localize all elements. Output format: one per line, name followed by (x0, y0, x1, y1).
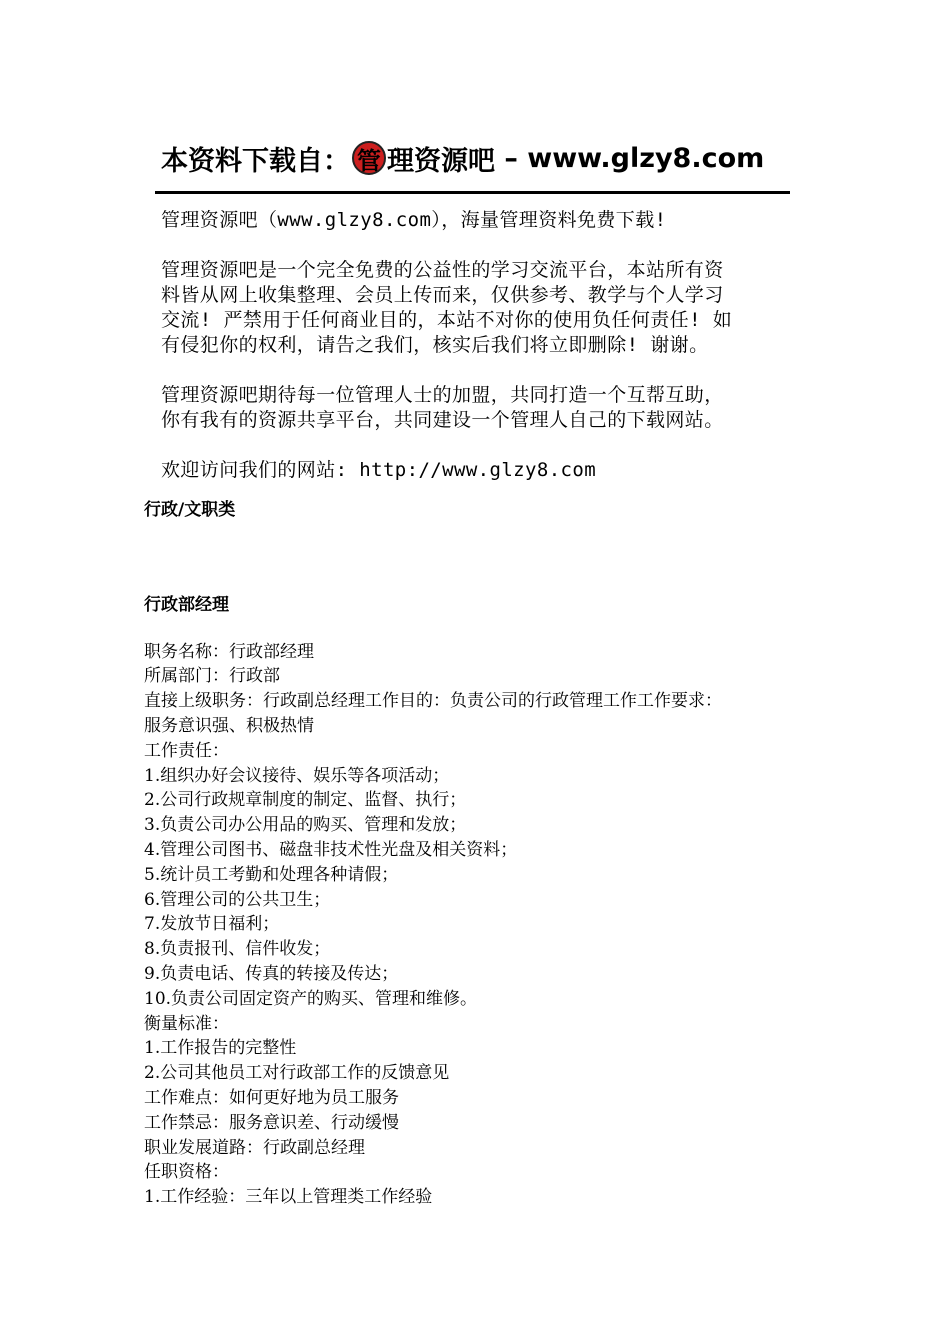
banner-line: 管理资源吧是一个完全免费的公益性的学习交流平台，本站所有资 (161, 259, 724, 281)
banner-divider (155, 191, 790, 194)
banner-notice (161, 208, 791, 483)
banner-header (161, 138, 791, 178)
text-line: 工作责任： (144, 740, 229, 761)
text-line: 9.负责电话、传真的转接及传达； (144, 963, 399, 984)
banner-line: 交流! 严禁用于任何商业目的，本站不对你的使用负任何责任! 如 (161, 309, 733, 331)
text-line: 1.组织办好会议接待、娱乐等各项活动； (144, 765, 450, 786)
text-line: 2.公司其他员工对行政部工作的反馈意见 (144, 1063, 450, 1084)
source-banner (155, 118, 790, 490)
banner-line: 管理资源吧期待每一位管理人士的加盟，共同打造一个互帮互助， (161, 384, 724, 406)
banner-line: 管理资源吧（www.glzy8.com），海量管理资料免费下载! (161, 209, 667, 231)
text-line: 工作难点：如何更好地为员工服务 (144, 1087, 399, 1108)
brand-url: – www.glzy8.com (495, 142, 765, 174)
text-line: 1.工作报告的完整性 (144, 1038, 297, 1059)
text-line: 1.工作经验：三年以上管理类工作经验 (144, 1187, 433, 1208)
text-line: 职务名称：行政部经理 (144, 641, 314, 662)
text-line: 所属部门：行政部 (144, 666, 280, 687)
text-line: 6.管理公司的公共卫生； (144, 889, 331, 910)
text-line: 7.发放节日福利； (144, 914, 280, 935)
brand-name: 理资源吧 (387, 145, 495, 177)
text-line: 2.公司行政规章制度的制定、监督、执行； (144, 790, 467, 811)
document-body (144, 498, 804, 1210)
banner-line: 你有我有的资源共享平台，共同建设一个管理人自己的下载网站。 (161, 409, 724, 431)
text-line: 衡量标准： (144, 1013, 229, 1034)
text-line: 职业发展道路：行政副总经理 (144, 1137, 365, 1158)
banner-visit-line: 欢迎访问我们的网站: http://www.glzy8.com (161, 459, 597, 481)
text-line: 服务意识强、积极热情 (144, 715, 314, 736)
banner-line: 有侵犯你的权利，请告之我们，核实后我们将立即删除! 谢谢。 (161, 334, 709, 356)
text-line: 8.负责报刊、信件收发； (144, 939, 331, 960)
text-line: 4.管理公司图书、磁盘非技术性光盘及相关资料； (144, 839, 518, 860)
banner-line: 料皆从网上收集整理、会员上传而来，仅供参考、教学与个人学习 (161, 284, 724, 306)
text-line: 5.统计员工考勤和处理各种请假； (144, 864, 399, 885)
job-title-heading: 行政部经理 (144, 594, 229, 615)
brand-logo-icon: 管 (352, 141, 386, 175)
job-description (144, 640, 804, 1210)
text-line: 直接上级职务：行政副总经理工作目的：负责公司的行政管理工作工作要求： (144, 691, 722, 712)
download-prefix: 本资料下载自： (161, 145, 350, 177)
text-line: 工作禁忌：服务意识差、行动缓慢 (144, 1112, 399, 1133)
text-line: 10.负责公司固定资产的购买、管理和维修。 (144, 988, 478, 1009)
text-line: 任职资格： (144, 1162, 229, 1183)
text-line: 3.负责公司办公用品的购买、管理和发放； (144, 815, 467, 836)
category-heading: 行政/文职类 (144, 500, 236, 520)
